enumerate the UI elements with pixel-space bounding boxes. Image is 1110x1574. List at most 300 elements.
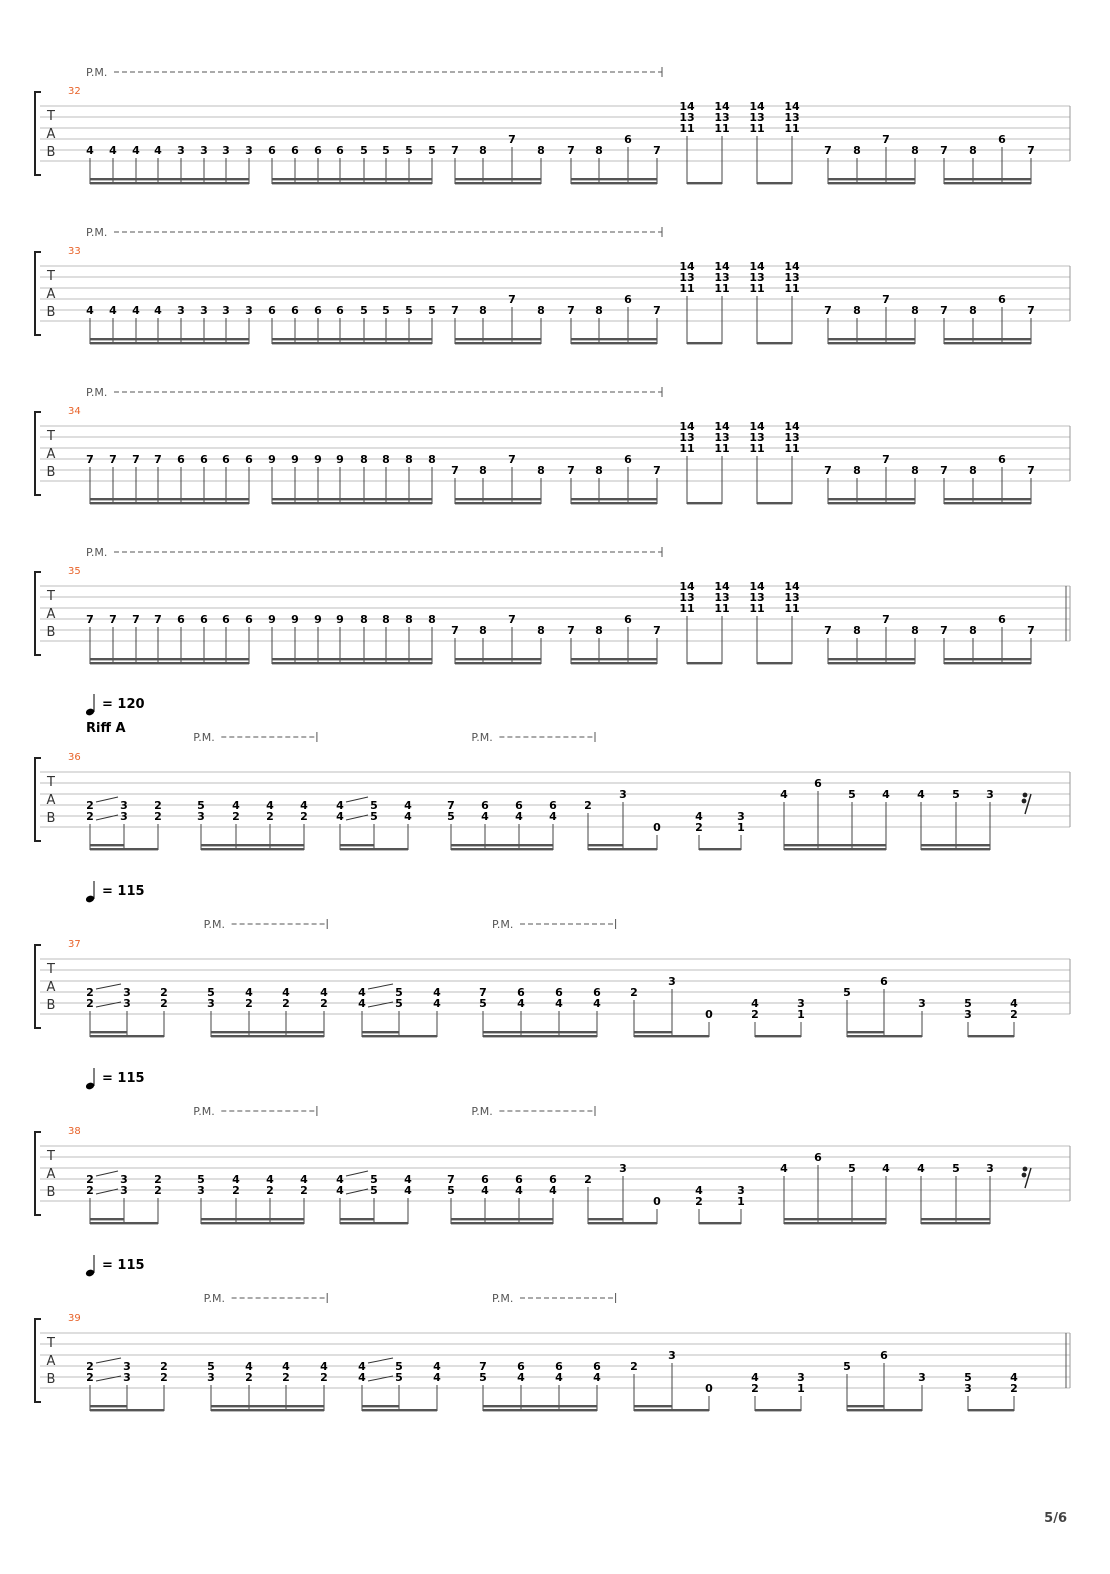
- beam: [847, 1035, 922, 1037]
- beam: [455, 662, 541, 664]
- measure-number: 36: [68, 752, 81, 763]
- beat-group: [843, 975, 926, 1037]
- system-33: [35, 226, 1070, 344]
- fret-number: 11: [784, 282, 800, 295]
- beam-secondary: [455, 658, 541, 660]
- beam-secondary: [90, 178, 249, 180]
- beam: [571, 342, 657, 344]
- beat-group: [630, 975, 713, 1037]
- fret-number: 4: [358, 1371, 366, 1384]
- fret-number: 8: [382, 453, 390, 466]
- beam-secondary: [201, 844, 304, 846]
- palm-mute-label: P.M.: [193, 1105, 215, 1118]
- measure-number: 38: [68, 1126, 81, 1137]
- beat-group: [940, 453, 1035, 504]
- beam-secondary: [483, 1405, 597, 1407]
- fret-number: 8: [595, 464, 603, 477]
- fret-number: 8: [969, 464, 977, 477]
- fret-number: 6: [200, 453, 208, 466]
- beat-group: [679, 420, 730, 504]
- palm-mute-label: P.M.: [86, 546, 108, 559]
- fret-number: 7: [567, 464, 575, 477]
- fret-number: 4: [154, 304, 162, 317]
- beam-secondary: [921, 844, 990, 846]
- palm-mute-label: P.M.: [86, 386, 108, 399]
- beat-group: [917, 1162, 994, 1224]
- fret-number: 4: [336, 810, 344, 823]
- beat-group: [679, 580, 730, 664]
- fret-number: 4: [404, 810, 412, 823]
- fret-number: 3: [197, 810, 205, 823]
- fret-number: 5: [370, 810, 378, 823]
- fret-number: 3: [200, 304, 208, 317]
- fret-number: 7: [132, 453, 140, 466]
- slide-line: [346, 1171, 368, 1176]
- fret-number: 4: [1010, 1371, 1018, 1384]
- fret-number: 4: [245, 986, 253, 999]
- fret-number: 2: [695, 1195, 703, 1208]
- fret-number: 14: [749, 420, 765, 433]
- beam-secondary: [944, 658, 1031, 660]
- fret-number: 6: [268, 304, 276, 317]
- palm-mute: [86, 66, 662, 79]
- fret-number: 11: [714, 602, 730, 615]
- fret-number: 0: [653, 1195, 661, 1208]
- beam-secondary: [634, 1405, 672, 1407]
- fret-number: 11: [749, 282, 765, 295]
- fret-number: 8: [595, 304, 603, 317]
- beam: [90, 848, 158, 850]
- fret-number: 13: [679, 591, 695, 604]
- fret-number: 6: [177, 453, 185, 466]
- fret-number: 8: [853, 144, 861, 157]
- tab-clef-t: T: [47, 429, 55, 444]
- fret-number: 7: [132, 613, 140, 626]
- fret-number: 7: [109, 613, 117, 626]
- palm-mute: [193, 1105, 317, 1118]
- beam: [455, 502, 541, 504]
- fret-number: 8: [969, 624, 977, 637]
- beam: [757, 342, 792, 344]
- beam: [847, 1409, 922, 1411]
- fret-number: 3: [737, 810, 745, 823]
- fret-number: 8: [479, 144, 487, 157]
- beam: [90, 662, 249, 664]
- beam-secondary: [847, 1405, 884, 1407]
- fret-number: 4: [282, 986, 290, 999]
- beam: [687, 662, 722, 664]
- slide-line: [96, 984, 121, 989]
- beam-secondary: [90, 338, 249, 340]
- beam: [828, 662, 915, 664]
- fret-number: 6: [624, 133, 632, 146]
- slide-line: [368, 1358, 393, 1363]
- palm-mute-label: P.M.: [203, 918, 226, 931]
- fret-number: 7: [653, 464, 661, 477]
- beam-secondary: [455, 338, 541, 340]
- fret-number: 2: [300, 1184, 308, 1197]
- beat-group: [451, 453, 545, 504]
- fret-number: 14: [714, 260, 730, 273]
- fret-number: 2: [154, 1184, 162, 1197]
- beam-secondary: [944, 338, 1031, 340]
- fret-number: 4: [86, 144, 94, 157]
- fret-number: 3: [177, 144, 185, 157]
- beat-group: [749, 260, 800, 344]
- fret-number: 3: [123, 997, 131, 1010]
- fret-number: 4: [549, 1184, 557, 1197]
- fret-number: 2: [232, 810, 240, 823]
- system-bracket: [35, 572, 41, 655]
- fret-number: 7: [824, 464, 832, 477]
- fret-number: 2: [300, 810, 308, 823]
- system-bracket: [35, 1132, 41, 1215]
- fret-number: 2: [266, 810, 274, 823]
- beam-secondary: [455, 178, 541, 180]
- beam: [784, 848, 886, 850]
- fret-number: 7: [824, 144, 832, 157]
- fret-number: 6: [336, 144, 344, 157]
- beat-group: [567, 293, 661, 344]
- fret-number: 13: [784, 111, 800, 124]
- beam-secondary: [451, 1218, 553, 1220]
- fret-number: 2: [86, 1173, 94, 1186]
- fret-number: 8: [479, 464, 487, 477]
- fret-number: 5: [428, 144, 436, 157]
- palm-mute-label: P.M.: [492, 918, 514, 931]
- fret-number: 4: [433, 997, 441, 1010]
- fret-number: 6: [268, 144, 276, 157]
- fret-number: 2: [86, 997, 94, 1010]
- fret-number: 3: [737, 1184, 745, 1197]
- beam-secondary: [211, 1405, 324, 1407]
- fret-number: 5: [382, 144, 390, 157]
- beat-group: [268, 453, 436, 504]
- fret-number: 7: [824, 624, 832, 637]
- fret-number: 4: [266, 799, 274, 812]
- fret-number: 3: [245, 144, 253, 157]
- fret-number: 6: [222, 453, 230, 466]
- fret-number: 4: [433, 1360, 441, 1373]
- fret-number: 4: [336, 1173, 344, 1186]
- fret-number: 4: [517, 1371, 525, 1384]
- beam: [588, 848, 657, 850]
- fret-number: 5: [197, 799, 205, 812]
- fret-number: 2: [751, 1382, 759, 1395]
- beat-group: [917, 788, 994, 850]
- beam: [588, 1222, 657, 1224]
- beat-group: [584, 1162, 661, 1224]
- fret-number: 3: [120, 1184, 128, 1197]
- palm-mute-label: P.M.: [492, 1292, 514, 1305]
- fret-number: 6: [998, 613, 1006, 626]
- palm-mute: [86, 546, 662, 559]
- palm-mute: [492, 1292, 616, 1305]
- fret-number: 2: [695, 821, 703, 834]
- system-bracket: [35, 252, 41, 335]
- fret-number: 4: [433, 986, 441, 999]
- beam: [757, 502, 792, 504]
- fret-number: 4: [154, 144, 162, 157]
- fret-number: 3: [668, 975, 676, 988]
- beam: [699, 1222, 741, 1224]
- fret-number: 2: [86, 1184, 94, 1197]
- fret-number: 4: [132, 304, 140, 317]
- tab-clef-a: A: [46, 447, 56, 462]
- beam: [968, 1035, 1014, 1037]
- fret-number: 7: [479, 986, 487, 999]
- fret-number: 4: [86, 304, 94, 317]
- fret-number: 5: [382, 304, 390, 317]
- palm-mute: [471, 731, 595, 744]
- tab-clef-t: T: [47, 1336, 55, 1351]
- fret-number: 4: [282, 1360, 290, 1373]
- tab-clef-a: A: [46, 607, 56, 622]
- beam-secondary: [571, 658, 657, 660]
- tempo-marking: [85, 1068, 145, 1090]
- beam-secondary: [828, 498, 915, 500]
- beam: [90, 1409, 164, 1411]
- fret-number: 5: [207, 1360, 215, 1373]
- fret-number: 6: [517, 986, 525, 999]
- fret-number: 4: [751, 1371, 759, 1384]
- beam: [90, 342, 249, 344]
- fret-number: 3: [918, 1371, 926, 1384]
- fret-number: 5: [952, 1162, 960, 1175]
- fret-number: 5: [479, 997, 487, 1010]
- tab-clef-b: B: [46, 998, 56, 1013]
- fret-number: 3: [123, 986, 131, 999]
- beat-group: [567, 133, 661, 184]
- beam-secondary: [211, 1031, 324, 1033]
- fret-number: 6: [880, 1349, 888, 1362]
- fret-number: 9: [314, 613, 322, 626]
- slide-line: [96, 1171, 118, 1176]
- fret-number: 7: [447, 1173, 455, 1186]
- palm-mute: [86, 226, 662, 239]
- beam-secondary: [272, 498, 432, 500]
- tempo-marking: [85, 1255, 145, 1277]
- beam: [757, 662, 792, 664]
- beat-group: [567, 613, 661, 664]
- fret-number: 5: [207, 986, 215, 999]
- fret-number: 11: [784, 602, 800, 615]
- fret-number: 8: [382, 613, 390, 626]
- fret-number: 7: [940, 144, 948, 157]
- palm-mute-label: P.M.: [203, 1292, 226, 1305]
- fret-number: 6: [998, 453, 1006, 466]
- fret-number: 8: [428, 453, 436, 466]
- fret-number: 6: [245, 453, 253, 466]
- beam-secondary: [784, 1218, 886, 1220]
- beam-secondary: [634, 1031, 672, 1033]
- beam-secondary: [90, 1405, 127, 1407]
- beat-group: [207, 1360, 328, 1411]
- fret-number: 6: [245, 613, 253, 626]
- fret-number: 4: [549, 810, 557, 823]
- fret-number: 2: [282, 1371, 290, 1384]
- beam-secondary: [362, 1031, 399, 1033]
- fret-number: 4: [300, 799, 308, 812]
- fret-number: 4: [695, 1184, 703, 1197]
- beam: [828, 342, 915, 344]
- fret-number: 3: [245, 304, 253, 317]
- fret-number: 7: [508, 453, 516, 466]
- beat-group: [451, 613, 545, 664]
- fret-number: 7: [567, 144, 575, 157]
- fret-number: 2: [86, 986, 94, 999]
- fret-number: 8: [911, 624, 919, 637]
- fret-number: 8: [911, 144, 919, 157]
- beam-secondary: [921, 1218, 990, 1220]
- beam-secondary: [588, 844, 623, 846]
- fret-number: 5: [843, 986, 851, 999]
- fret-number: 5: [360, 144, 368, 157]
- fret-number: 4: [358, 986, 366, 999]
- fret-number: 11: [679, 442, 695, 455]
- fret-number: 8: [360, 613, 368, 626]
- fret-number: 5: [447, 1184, 455, 1197]
- palm-mute: [204, 1292, 328, 1305]
- beat-group: [86, 453, 253, 504]
- fret-number: 7: [109, 453, 117, 466]
- fret-number: 4: [300, 1173, 308, 1186]
- beam: [944, 662, 1031, 664]
- beam-secondary: [272, 338, 432, 340]
- fret-number: 3: [964, 1008, 972, 1021]
- fret-number: 4: [917, 1162, 925, 1175]
- fret-number: 8: [360, 453, 368, 466]
- rest-flag: [1022, 799, 1027, 804]
- beam-secondary: [944, 498, 1031, 500]
- fret-number: 3: [222, 144, 230, 157]
- fret-number: 13: [784, 271, 800, 284]
- measure-number: 35: [68, 566, 81, 577]
- fret-number: 7: [1027, 624, 1035, 637]
- sixteenth-rest: [1022, 1167, 1031, 1188]
- fret-number: 5: [395, 986, 403, 999]
- fret-number: 4: [481, 810, 489, 823]
- fret-number: 8: [595, 624, 603, 637]
- beam: [483, 1035, 597, 1037]
- beat-group: [584, 788, 661, 850]
- fret-number: 5: [447, 810, 455, 823]
- fret-number: 5: [395, 997, 403, 1010]
- fret-number: 7: [154, 453, 162, 466]
- beam-secondary: [90, 1031, 127, 1033]
- tab-clef-a: A: [46, 1354, 56, 1369]
- riff-label: Riff A: [86, 721, 126, 736]
- fret-number: 1: [737, 1195, 745, 1208]
- fret-number: 5: [197, 1173, 205, 1186]
- beat-group: [843, 1349, 926, 1411]
- fret-number: 0: [705, 1382, 713, 1395]
- fret-number: 13: [714, 271, 730, 284]
- fret-number: 2: [160, 997, 168, 1010]
- fret-number: 13: [714, 431, 730, 444]
- fret-number: 3: [918, 997, 926, 1010]
- fret-number: 6: [593, 1360, 601, 1373]
- beam: [828, 182, 915, 184]
- fret-number: 7: [479, 1360, 487, 1373]
- beam: [362, 1035, 437, 1037]
- fret-number: 9: [291, 453, 299, 466]
- fret-number: 11: [714, 122, 730, 135]
- beam-secondary: [90, 1218, 124, 1220]
- beat-group: [824, 453, 919, 504]
- fret-number: 8: [405, 453, 413, 466]
- tab-clef-b: B: [46, 1185, 56, 1200]
- fret-number: 14: [679, 420, 695, 433]
- tab-clef-b: B: [46, 1372, 56, 1387]
- beam: [90, 1035, 164, 1037]
- beam: [944, 182, 1031, 184]
- fret-number: 13: [679, 431, 695, 444]
- fret-number: 4: [358, 1360, 366, 1373]
- system-32: [35, 66, 1070, 184]
- fret-number: 3: [797, 1371, 805, 1384]
- slide-line: [96, 797, 118, 802]
- fret-number: 9: [268, 613, 276, 626]
- fret-number: 13: [679, 111, 695, 124]
- beam-secondary: [201, 1218, 304, 1220]
- fret-number: 5: [370, 1173, 378, 1186]
- tab-clef-a: A: [46, 980, 56, 995]
- fret-number: 3: [668, 1349, 676, 1362]
- tab-clef-t: T: [47, 589, 55, 604]
- beam: [784, 1222, 886, 1224]
- beam-secondary: [828, 178, 915, 180]
- beam-secondary: [90, 844, 124, 846]
- fret-number: 4: [336, 1184, 344, 1197]
- beam-secondary: [272, 178, 432, 180]
- fret-number: 6: [624, 613, 632, 626]
- fret-number: 4: [232, 1173, 240, 1186]
- beam: [201, 848, 304, 850]
- system-34: [35, 386, 1070, 504]
- measure-number: 34: [68, 406, 81, 417]
- fret-number: 8: [428, 613, 436, 626]
- fret-number: 13: [784, 591, 800, 604]
- fret-number: 2: [630, 1360, 638, 1373]
- fret-number: 3: [222, 304, 230, 317]
- fret-number: 3: [797, 997, 805, 1010]
- palm-mute: [204, 918, 328, 931]
- fret-number: 13: [714, 591, 730, 604]
- beat-group: [630, 1349, 713, 1411]
- fret-number: 4: [404, 799, 412, 812]
- fret-number: 7: [567, 624, 575, 637]
- fret-number: 7: [653, 144, 661, 157]
- fret-number: 4: [593, 997, 601, 1010]
- rest-flag: [1023, 1167, 1028, 1172]
- fret-number: 2: [232, 1184, 240, 1197]
- fret-number: 2: [160, 986, 168, 999]
- fret-number: 6: [314, 304, 322, 317]
- fret-number: 6: [291, 304, 299, 317]
- fret-number: 14: [784, 100, 800, 113]
- fret-number: 8: [479, 624, 487, 637]
- fret-number: 11: [714, 442, 730, 455]
- beam-secondary: [340, 1218, 374, 1220]
- fret-number: 7: [824, 304, 832, 317]
- fret-number: 5: [395, 1360, 403, 1373]
- fret-number: 3: [120, 1173, 128, 1186]
- fret-number: 6: [814, 777, 822, 790]
- beat-group: [780, 777, 890, 850]
- beam: [687, 182, 722, 184]
- fret-number: 8: [969, 304, 977, 317]
